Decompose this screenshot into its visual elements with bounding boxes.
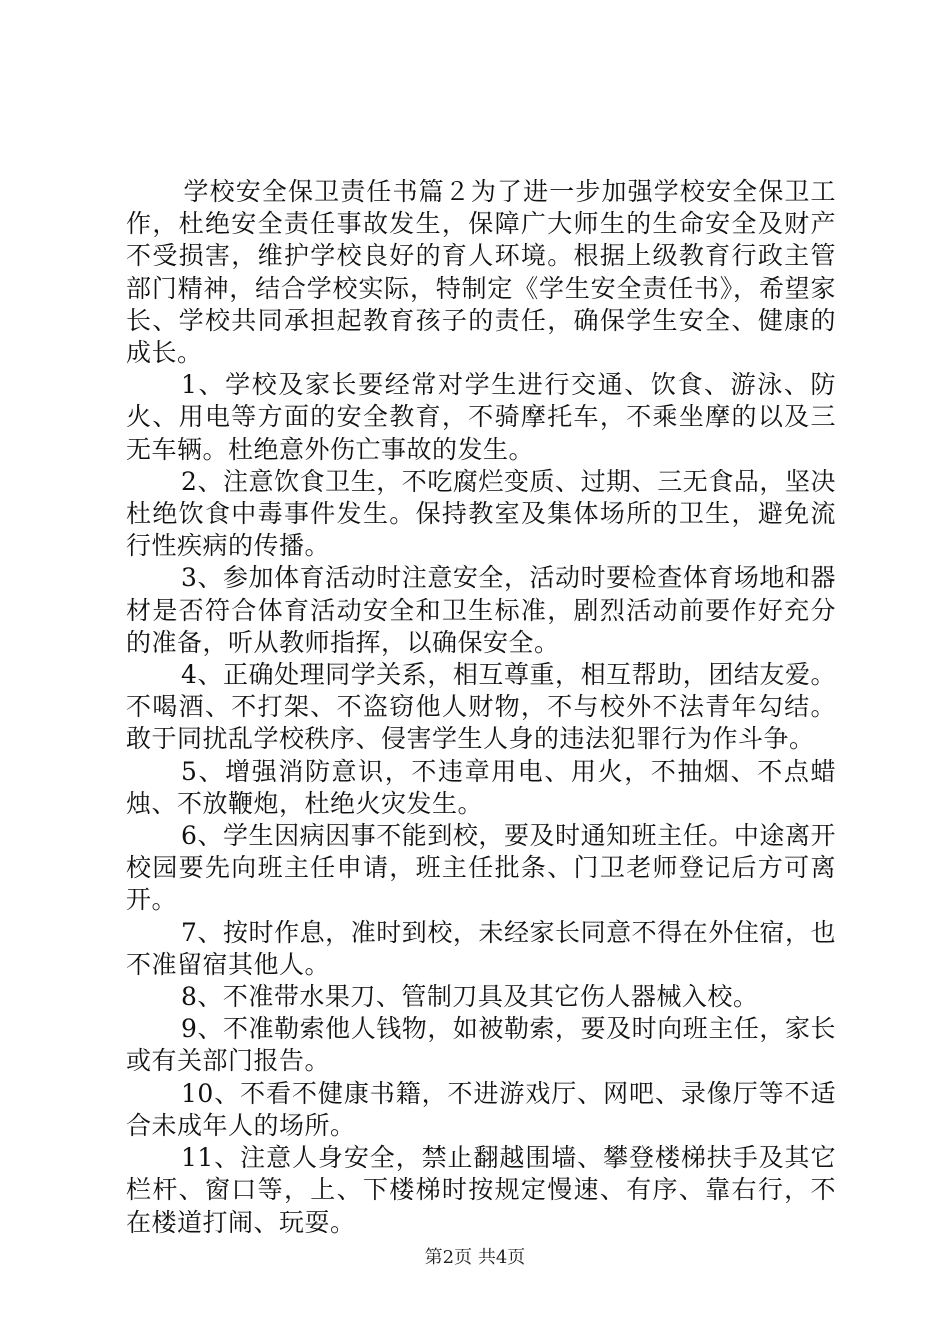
clause-2-paragraph: 2、注意饮食卫生，不吃腐烂变质、过期、三无食品，坚决杜绝饮食中毒事件发生。保持教室及集体场所的卫生，避免流行性疾病的传播。	[126, 466, 836, 561]
clause-11-paragraph: 11、注意人身安全，禁止翻越围墙、攀登楼梯扶手及其它栏杆、窗口等，上、下楼梯时按规定慢速、有序、靠右行，不在楼道打闹、玩耍。	[126, 1143, 836, 1237]
intro-paragraph: 学校安全保卫责任书篇２为了进一步加强学校安全保卫工作，杜绝安全责任事故发生，保障广大师生的生命安全及财产不受损害，维护学校良好的育人环境。根据上级教育行政主管部门精神，结合学校实际，特制定《学生安全责任书》，希望家长、学校共同承担起教育孩子的责任，确保学生安全、健康的成长。	[126, 177, 836, 368]
clause-5-paragraph: 5、增强消防意识，不违章用电、用火，不抽烟、不点蜡烛、不放鞭炮，杜绝火灾发生。	[126, 756, 836, 818]
clause-9-paragraph: 9、不准勒索他人钱物，如被勒索，要及时向班主任，家长或有关部门报告。	[126, 1014, 836, 1076]
clause-3-paragraph: 3、参加体育活动时注意安全，活动时要检查体育场地和器材是否符合体育活动安全和卫生标准，剧烈活动前要作好充分的准备，听从教师指挥，以确保安全。	[126, 563, 836, 657]
clause-6-paragraph: 6、学生因病因事不能到校，要及时通知班主任。中途离开校园要先向班主任申请，班主任批条、门卫老师登记后方可离开。	[126, 821, 836, 915]
clause-7-paragraph: 7、按时作息，准时到校，未经家长同意不得在外住宿，也不准留宿其他人。	[126, 917, 836, 979]
clause-8-paragraph: 8、不准带水果刀、管制刀具及其它伤人器械入校。	[181, 982, 759, 1012]
document-body	[126, 176, 836, 1239]
clause-10-paragraph: 10、不看不健康书籍，不进游戏厅、网吧、录像厅等不适合未成年人的场所。	[126, 1078, 836, 1140]
clause-1-paragraph: 1、学校及家长要经常对学生进行交通、饮食、游泳、防火、用电等方面的安全教育，不骑摩托车，不乘坐摩的以及三无车辆。杜绝意外伤亡事故的发生。	[126, 370, 836, 464]
page-footer: 第2页 共4页	[424, 1247, 526, 1268]
clause-4-paragraph: 4、正确处理同学关系，相互尊重，相互帮助，团结友爱。不喝酒、不打架、不盗窃他人财物，不与校外不法青年勾结。敢于同扰乱学校秩序、侵害学生人身的违法犯罪行为作斗争。	[126, 660, 836, 754]
